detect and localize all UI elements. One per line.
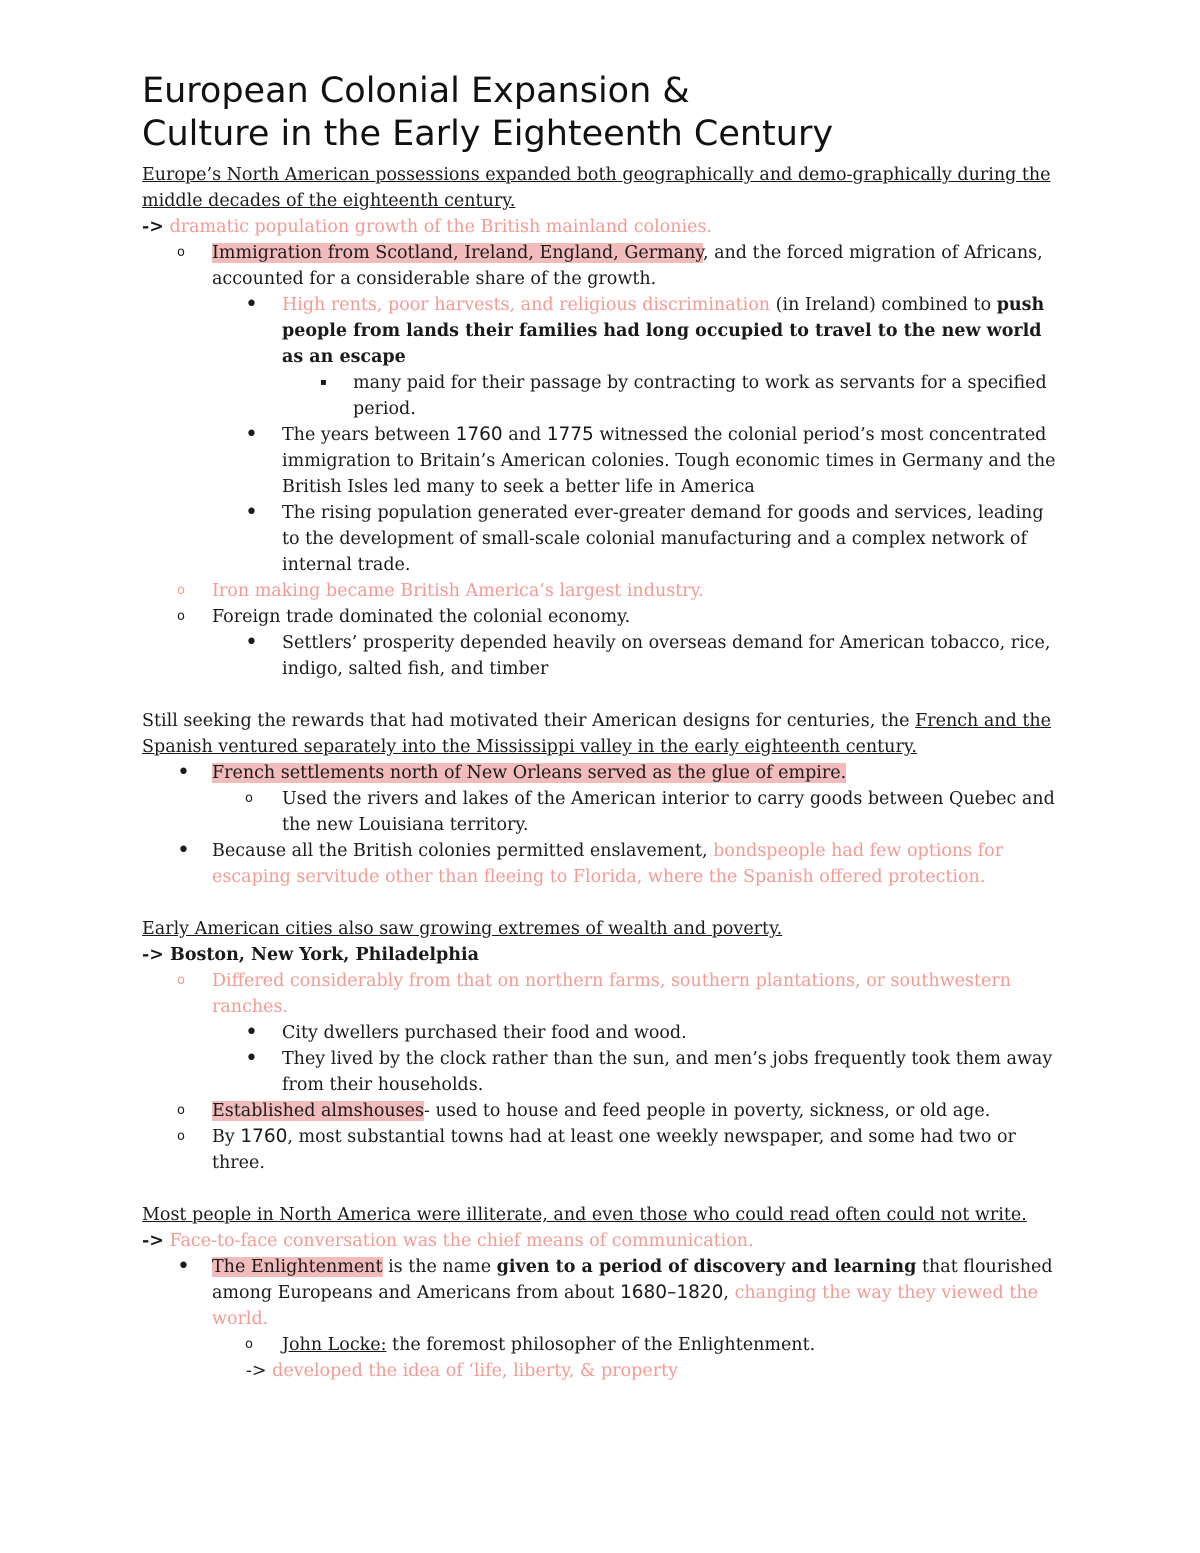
- disc-bullet-icon: •: [177, 1254, 190, 1279]
- title-line-1: European Colonial Expansion &: [142, 71, 690, 111]
- disc-bullet-icon: •: [177, 760, 190, 785]
- circle-bullet-icon: o: [245, 791, 253, 806]
- list-item-locke: [142, 1332, 1062, 1358]
- enlightenment-text-a: is the name: [382, 1257, 497, 1277]
- conversation-line: [142, 1228, 1062, 1254]
- list-item-foreign-trade: [142, 604, 1062, 630]
- arrow-symbol: ->: [142, 945, 164, 965]
- list-item-iron: [142, 578, 1062, 604]
- year-1760: 1760: [455, 424, 503, 445]
- enlightenment-text-b: that flourished among Europeans and Americans from about: [212, 1257, 1053, 1303]
- circle-bullet-icon: o: [177, 973, 185, 988]
- differed-text: Differed considerably from that on northern farms, southern plantations, or southwestern ranches.: [212, 971, 1011, 1017]
- circle-bullet-icon: o: [177, 245, 185, 260]
- list-item-immigration: [142, 240, 1062, 292]
- disc-bullet-icon: •: [245, 500, 258, 525]
- list-item-enslavement: [142, 838, 1062, 890]
- arrow-symbol: ->: [142, 217, 164, 237]
- locke-arrow-line: [142, 1358, 1062, 1384]
- almshouses-highlight: Established almshouses: [212, 1101, 424, 1121]
- document-page: [142, 70, 1062, 1384]
- list-item-french: [142, 760, 1062, 786]
- french-highlight: French settlements north of New Orleans served as the glue of empire.: [212, 763, 847, 783]
- list-item-push-factors: [142, 292, 1062, 370]
- foreign-trade-text: Foreign trade dominated the colonial economy.: [212, 607, 631, 627]
- disc-bullet-icon: •: [245, 1020, 258, 1045]
- locke-arrow-text: developed the idea of ‘life, liberty, & property: [272, 1361, 679, 1381]
- locke-underlined: John Locke:: [282, 1335, 387, 1355]
- immigration-highlight: Immigration from Scotland, Ireland, England, Germany: [212, 243, 703, 263]
- cities-line: [142, 942, 1062, 968]
- push-factors-bold: push people from lands their families had long occupied to travel to the new world as an escape: [282, 295, 1045, 367]
- list-item-passage: [142, 370, 1062, 422]
- almshouses-text: - used to house and feed people in poverty, sickness, or old age.: [424, 1101, 991, 1121]
- list-item-food: [142, 1020, 1062, 1046]
- rivers-text: Used the rivers and lakes of the American interior to carry goods between Quebec and the new Louisiana territory.: [282, 789, 1055, 835]
- section-2-underlined: French and the Spanish ventured separately into the Mississippi valley in the early eighteenth century.: [142, 711, 1051, 757]
- enlightenment-highlight: The Enlightenment: [212, 1257, 383, 1277]
- iron-text: Iron making became British America’s largest industry.: [212, 581, 704, 601]
- list-item-enlightenment: [142, 1254, 1062, 1332]
- list-item-newspaper: [142, 1124, 1062, 1176]
- arrow-symbol: ->: [142, 1231, 164, 1251]
- rising-population-text: The rising population generated ever-greater demand for goods and services, leading to the development of small-scale colonial manufacturing and a complex network of internal trade.: [282, 503, 1044, 575]
- list-item-rivers: [142, 786, 1062, 838]
- spacer: [142, 1176, 1062, 1202]
- list-item-differed: [142, 968, 1062, 1020]
- enlightenment-text-c: ,: [723, 1283, 735, 1303]
- circle-bullet-icon: o: [177, 609, 185, 624]
- circle-bullet-icon: o: [177, 583, 185, 598]
- year-1775: 1775: [546, 424, 594, 445]
- newspaper-text-b: , most substantial towns had at least one weekly newspaper, and some had two or three.: [212, 1127, 1016, 1173]
- spacer: [142, 890, 1062, 916]
- document-title: [142, 70, 1062, 156]
- population-growth-text: dramatic population growth of the British mainland colonies.: [169, 217, 712, 237]
- locke-text: the foremost philosopher of the Enlightenment.: [386, 1335, 816, 1355]
- disc-bullet-icon: •: [245, 1046, 258, 1071]
- list-item-years: [142, 422, 1062, 500]
- push-factors-pink: High rents, poor harvests, and religious discrimination: [282, 295, 771, 315]
- square-bullet-icon: ▪: [320, 377, 327, 388]
- disc-bullet-icon: •: [245, 630, 258, 655]
- list-item-clock: [142, 1046, 1062, 1098]
- years-text-a: The years between: [282, 425, 456, 445]
- list-item-almshouses: [142, 1098, 1062, 1124]
- section-1-heading: Europe’s North American possessions expanded both geographically and demo-graphically during the middle decades of the eighteenth century.: [142, 165, 1051, 211]
- disc-bullet-icon: •: [177, 838, 190, 863]
- passage-text: many paid for their passage by contracting to work as servants for a specified period.: [353, 373, 1047, 419]
- enslavement-plain: Because all the British colonies permitted enslavement,: [212, 841, 714, 861]
- enslavement-pink: bondspeople had few options for escaping servitude other than fleeing to Florida, where the Spanish offered protection.: [212, 841, 1004, 887]
- newspaper-text-a: By: [212, 1127, 241, 1147]
- circle-bullet-icon: o: [177, 1103, 185, 1118]
- enlightenment-pink: changing the way they viewed the world.: [212, 1283, 1038, 1329]
- circle-bullet-icon: o: [245, 1337, 253, 1352]
- disc-bullet-icon: •: [245, 422, 258, 447]
- enlightenment-years: 1680–1820: [620, 1282, 724, 1303]
- enlightenment-bold: given to a period of discovery and learning: [496, 1257, 917, 1277]
- list-item-rising-population: [142, 500, 1062, 578]
- food-text: City dwellers purchased their food and wood.: [282, 1023, 687, 1043]
- push-factors-plain: (in Ireland) combined to: [770, 295, 997, 315]
- years-text-c: witnessed the colonial period’s most concentrated immigration to Britain’s American colonies. Tough economic times in Germany and the British Isles led many to seek a better life in America: [282, 425, 1056, 497]
- conversation-text: Face-to-face conversation was the chief means of communication.: [169, 1231, 754, 1251]
- years-text-b: and: [502, 425, 547, 445]
- settlers-text: Settlers’ prosperity depended heavily on overseas demand for American tobacco, rice, indigo, salted fish, and timber: [282, 633, 1051, 679]
- cities-text: Boston, New York, Philadelphia: [170, 945, 479, 965]
- clock-text: They lived by the clock rather than the sun, and men’s jobs frequently took them away from their households.: [282, 1049, 1053, 1095]
- section-2-heading: [142, 708, 1062, 760]
- newspaper-year: 1760: [240, 1126, 288, 1147]
- spacer: [142, 682, 1062, 708]
- list-item-settlers: [142, 630, 1062, 682]
- immigration-text: , and the forced migration of Africans, accounted for a considerable share of the growth.: [212, 243, 1043, 289]
- title-line-2: Culture in the Early Eighteenth Century: [142, 114, 834, 154]
- section-4-heading: Most people in North America were illiterate, and even those who could read often could not write.: [142, 1205, 1027, 1225]
- arrow-symbol: ->: [246, 1361, 267, 1381]
- section-1-arrow-line: [142, 214, 1062, 240]
- circle-bullet-icon: o: [177, 1129, 185, 1144]
- section-2-intro: Still seeking the rewards that had motivated their American designs for centuries, the: [142, 711, 916, 731]
- section-3-heading: Early American cities also saw growing extremes of wealth and poverty.: [142, 919, 783, 939]
- disc-bullet-icon: •: [245, 292, 258, 317]
